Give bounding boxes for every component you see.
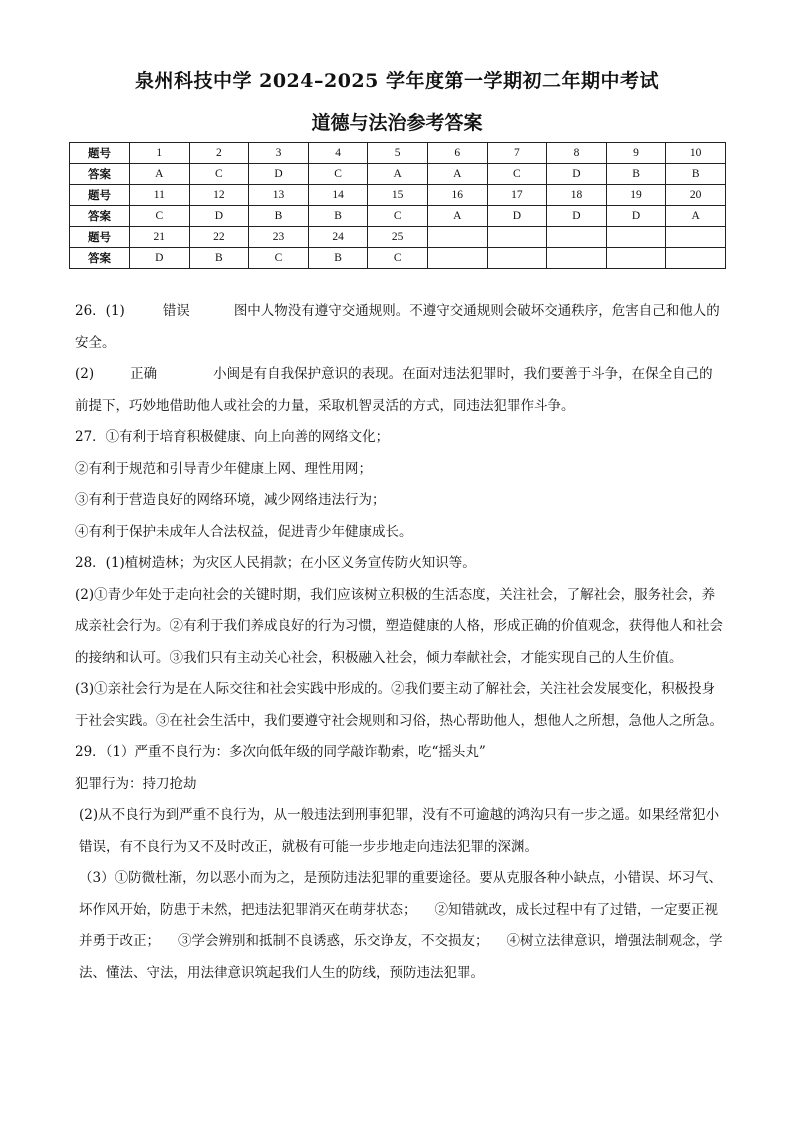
q29-part3-c: ③学会辨别和抵制不良诱惑，乐交诤友，不交损友； [178, 933, 489, 949]
table-cell [606, 227, 666, 248]
table-cell: 4 [308, 143, 368, 164]
table-row [70, 185, 726, 206]
answer-content [75, 296, 725, 989]
row-header: 题号 [70, 143, 130, 164]
table-cell: C [249, 248, 309, 269]
table-cell: D [606, 206, 666, 227]
q28-part2: (2)①青少年处于走向社会的关键时期，我们应该树立积极的生活态度，关注社会，了解社会，服务社会，养成亲社会行为。②有利于我们养成良好的行为习惯，塑造健康的人格，形成正确的价值观念，获得他人和社会的接纳和认可。③我们只有主动关心社会，积极融入社会，倾力奉献社会，才能实现自己的人生价值。 [75, 586, 723, 666]
q27-line: ③有利于营造良好的网络环境，减少网络违法行为； [75, 492, 386, 508]
q29-part2: (2)从不良行为到严重不良行为，从一般违法到刑事犯罪，没有不可逾越的鸿沟只有一步之遥。如果经常犯小错误，有不良行为又不及时改正，就极有可能一步步地走向违法犯罪的深渊。 [79, 807, 720, 855]
table-cell: A [368, 164, 428, 185]
table-cell: C [189, 164, 249, 185]
q26-explanation-1: 图中人物没有遵守交通规则。不遵守交通规则会破坏交通秩序，危害自己和他人的安全。 [75, 303, 720, 351]
table-row [70, 248, 726, 269]
table-cell [427, 248, 487, 269]
table-cell: 1 [130, 143, 190, 164]
table-cell: 15 [368, 185, 428, 206]
table-row [70, 143, 726, 164]
table-cell [666, 227, 726, 248]
row-header: 答案 [70, 206, 130, 227]
table-cell [666, 248, 726, 269]
table-cell: C [308, 164, 368, 185]
q26-number: 26．(1) [75, 303, 125, 319]
q27-line: ②有利于规范和引导青少年健康上网、理性用网； [75, 460, 372, 477]
table-cell: B [308, 248, 368, 269]
table-cell: B [308, 206, 368, 227]
table-cell: 2 [189, 143, 249, 164]
q28-part1: 28．(1)植树造林；为灾区人民捐款；在小区义务宣传防火知识等。 [75, 555, 476, 571]
table-cell: 14 [308, 185, 368, 206]
table-cell: 7 [487, 143, 547, 164]
table-cell: 21 [130, 227, 190, 248]
q28-part3: (3)①亲社会行为是在人际交往和社会实践中形成的。②我们要主动了解社会，关注社会发展变化，积极投身于社会实践。③在社会生活中，我们要遵守社会规则和习俗，热心帮助他人，想他人之所想，急他人之所急。 [75, 681, 723, 729]
table-cell: 20 [666, 185, 726, 206]
table-cell: 19 [606, 185, 666, 206]
table-cell: C [487, 164, 547, 185]
q29-part1: 29．（1）严重不良行为：多次向低年级的同学敲诈勒索，吃“摇头丸” [75, 744, 486, 760]
q26-sub-number: (2) [75, 366, 95, 382]
table-cell: C [130, 206, 190, 227]
table-cell: 9 [606, 143, 666, 164]
table-cell: A [427, 164, 487, 185]
table-cell: 13 [249, 185, 309, 206]
table-cell [547, 248, 607, 269]
table-cell: C [368, 248, 428, 269]
table-cell: 11 [130, 185, 190, 206]
table-cell: 23 [249, 227, 309, 248]
row-header: 题号 [70, 227, 130, 248]
q29-part1-crime: 犯罪行为：持刀抢劫 [75, 775, 197, 792]
table-cell: D [487, 206, 547, 227]
table-cell: D [189, 206, 249, 227]
q29-part3-d: ④树立法律意识，增强法制观念，学法、懂法、守法，用法律意识筑起我们人生的防线，预防违法犯罪。 [79, 933, 723, 981]
table-cell: 24 [308, 227, 368, 248]
row-header: 题号 [70, 185, 130, 206]
q29-part3-a: （3）①防微杜渐，勿以恶小而为之，是预防违法犯罪的重要途径。要从克服各种小缺点，小错误、坏习气、坏作风开始，防患于未然，把违法犯罪消灭在萌芽状态； [79, 870, 723, 918]
table-cell: D [249, 164, 309, 185]
row-header: 答案 [70, 248, 130, 269]
q26-judgement-1: 错误 [162, 303, 190, 319]
q29-part3-b: ②知错就改，成长过程中有了过错，一定要正视并勇于改正； [79, 901, 718, 949]
table-cell: A [666, 206, 726, 227]
table-cell: 3 [249, 143, 309, 164]
q27-line: ④有利于保护未成年人合法权益，促进青少年健康成长。 [75, 523, 413, 540]
table-cell: 18 [547, 185, 607, 206]
table-cell: 17 [487, 185, 547, 206]
table-cell: A [427, 206, 487, 227]
table-cell: 22 [189, 227, 249, 248]
table-cell: 16 [427, 185, 487, 206]
table-cell: 25 [368, 227, 428, 248]
table-cell: D [547, 164, 607, 185]
table-row [70, 227, 726, 248]
table-cell: 12 [189, 185, 249, 206]
table-cell: D [130, 248, 190, 269]
table-cell: 5 [368, 143, 428, 164]
table-row [70, 206, 726, 227]
table-cell: 8 [547, 143, 607, 164]
page-subtitle: 道德与法治参考答案 [311, 112, 483, 134]
table-cell: C [368, 206, 428, 227]
table-cell [427, 227, 487, 248]
table-row [70, 164, 726, 185]
row-header: 答案 [70, 164, 130, 185]
page-title: 泉州科技中学 2024–2025 学年度第一学期初二年期中考试 [135, 70, 659, 92]
table-cell: B [666, 164, 726, 185]
q26-part2 [75, 359, 725, 422]
table-cell: D [547, 206, 607, 227]
table-cell: 6 [427, 143, 487, 164]
q26-judgement-2: 正确 [130, 366, 158, 382]
table-cell [487, 227, 547, 248]
table-cell [547, 227, 607, 248]
table-cell: B [606, 164, 666, 185]
table-cell: A [130, 164, 190, 185]
q29-part3 [75, 863, 725, 989]
table-cell [606, 248, 666, 269]
table-cell [487, 248, 547, 269]
table-cell: B [249, 206, 309, 227]
table-cell: 10 [666, 143, 726, 164]
q27-line: 27．①有利于培育积极健康、向上向善的网络文化； [75, 429, 390, 445]
answer-table [69, 142, 726, 269]
table-cell: B [189, 248, 249, 269]
q26-explanation-2: 小闽是有自我保护意识的表现。在面对违法犯罪时，我们要善于斗争，在保全自己的前提下，巧妙地借助他人或社会的力量，采取机智灵活的方式，同违法犯罪作斗争。 [75, 366, 713, 414]
q26-part1 [75, 296, 725, 359]
